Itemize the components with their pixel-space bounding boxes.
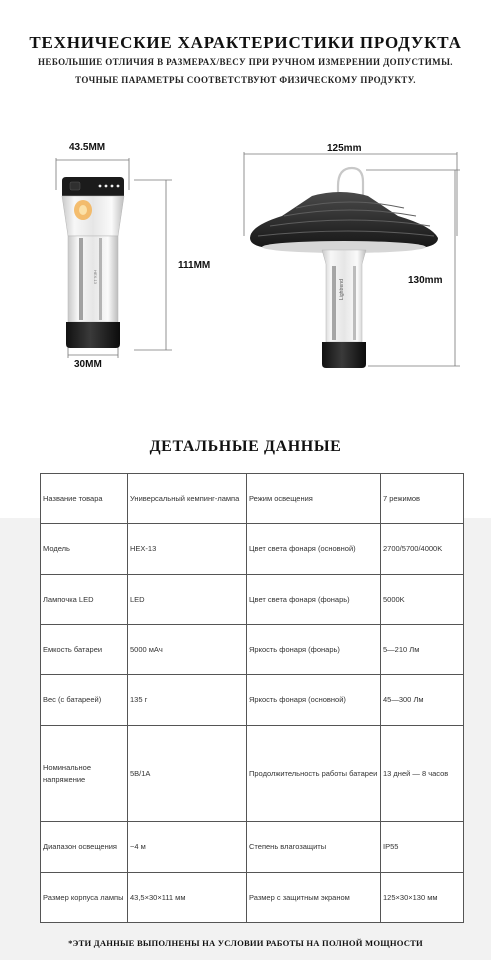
table-row <box>41 725 464 822</box>
table-row <box>41 625 464 675</box>
table-cell-param-value: 5B/1A <box>128 725 247 822</box>
specifications-table-body <box>41 474 464 923</box>
table-cell-param-value: 7 режимов <box>381 474 464 524</box>
table-cell-param-value: IP55 <box>381 822 464 872</box>
table-cell-param-value: LED <box>128 574 247 624</box>
table-row <box>41 822 464 872</box>
table-cell-param-name: Диапазон освещения <box>41 822 128 872</box>
table-cell-param-name: Цвет света фонаря (основной) <box>247 524 381 574</box>
table-cell-param-value: 13 дней — 8 часов <box>381 725 464 822</box>
disclaimer-line-2: ТОЧНЫЕ ПАРАМЕТРЫ СООТВЕТСТВУЮТ ФИЗИЧЕСКОМУ ПРОДУКТУ. <box>75 75 416 85</box>
lantern-drawing <box>56 158 172 358</box>
table-cell-param-value: 125×30×130 мм <box>381 872 464 922</box>
table-row <box>41 524 464 574</box>
table-cell-param-name: Лампочка LED <box>41 574 128 624</box>
svg-text:HEX-13: HEX-13 <box>93 270 98 285</box>
table-row <box>41 574 464 624</box>
dimension-shade-width: 125mm <box>327 143 362 154</box>
brand-text: Lightrend <box>339 279 345 300</box>
page-title: ТЕХНИЧЕСКИЕ ХАРАКТЕРИСТИКИ ПРОДУКТА <box>29 33 462 52</box>
table-row <box>41 675 464 725</box>
lantern-with-shade-drawing <box>244 152 460 368</box>
table-cell-param-value: Универсальный кемпинг-лампа <box>128 474 247 524</box>
dimension-lamp-base: 30MM <box>74 359 102 370</box>
table-cell-param-value: 5000 мАч <box>128 625 247 675</box>
dimension-shade-height: 130mm <box>408 275 443 286</box>
table-cell-param-name: Номинальное напряжение <box>41 725 128 822</box>
dimension-lamp-height: 111MM <box>178 260 211 271</box>
table-cell-param-name: Цвет света фонаря (фонарь) <box>247 574 381 624</box>
table-cell-param-value: 45—300 Лм <box>381 675 464 725</box>
table-cell-param-name: Размер с защитным экраном <box>247 872 381 922</box>
table-row <box>41 474 464 524</box>
table-cell-param-name: Режим освещения <box>247 474 381 524</box>
table-cell-param-name: Размер корпуса лампы <box>41 872 128 922</box>
specifications-table <box>40 473 464 923</box>
table-cell-param-name: Яркость фонаря (основной) <box>247 675 381 725</box>
table-cell-param-value: 2700/5700/4000K <box>381 524 464 574</box>
table-cell-param-value: 43,5×30×111 мм <box>128 872 247 922</box>
table-cell-param-value: 5—210 Лм <box>381 625 464 675</box>
dimension-lamp-width: 43.5MM <box>69 142 106 153</box>
disclaimer-line-1: НЕБОЛЬШИЕ ОТЛИЧИЯ В РАЗМЕРАХ/ВЕСУ ПРИ РУЧНОМ ИЗМЕРЕНИИ ДОПУСТИМЫ. <box>38 57 453 67</box>
product-dimension-drawing <box>0 130 491 390</box>
table-cell-param-name: Емкость батареи <box>41 625 128 675</box>
table-cell-param-name: Вес (с батареей) <box>41 675 128 725</box>
table-cell-param-value: 5000K <box>381 574 464 624</box>
table-cell-param-value: 135 г <box>128 675 247 725</box>
table-cell-param-name: Яркость фонаря (фонарь) <box>247 625 381 675</box>
table-cell-param-name: Продолжительность работы батареи <box>247 725 381 822</box>
table-cell-param-name: Степень влагозащиты <box>247 822 381 872</box>
table-cell-param-name: Название товара <box>41 474 128 524</box>
details-section-title: ДЕТАЛЬНЫЕ ДАННЫЕ <box>149 438 342 455</box>
table-cell-param-value: HEX-13 <box>128 524 247 574</box>
table-row <box>41 872 464 922</box>
footnote: *ЭТИ ДАННЫЕ ВЫПОЛНЕНЫ НА УСЛОВИИ РАБОТЫ НА ПОЛНОЙ МОЩНОСТИ <box>68 938 423 948</box>
table-cell-param-name: Модель <box>41 524 128 574</box>
table-cell-param-value: ~4 м <box>128 822 247 872</box>
